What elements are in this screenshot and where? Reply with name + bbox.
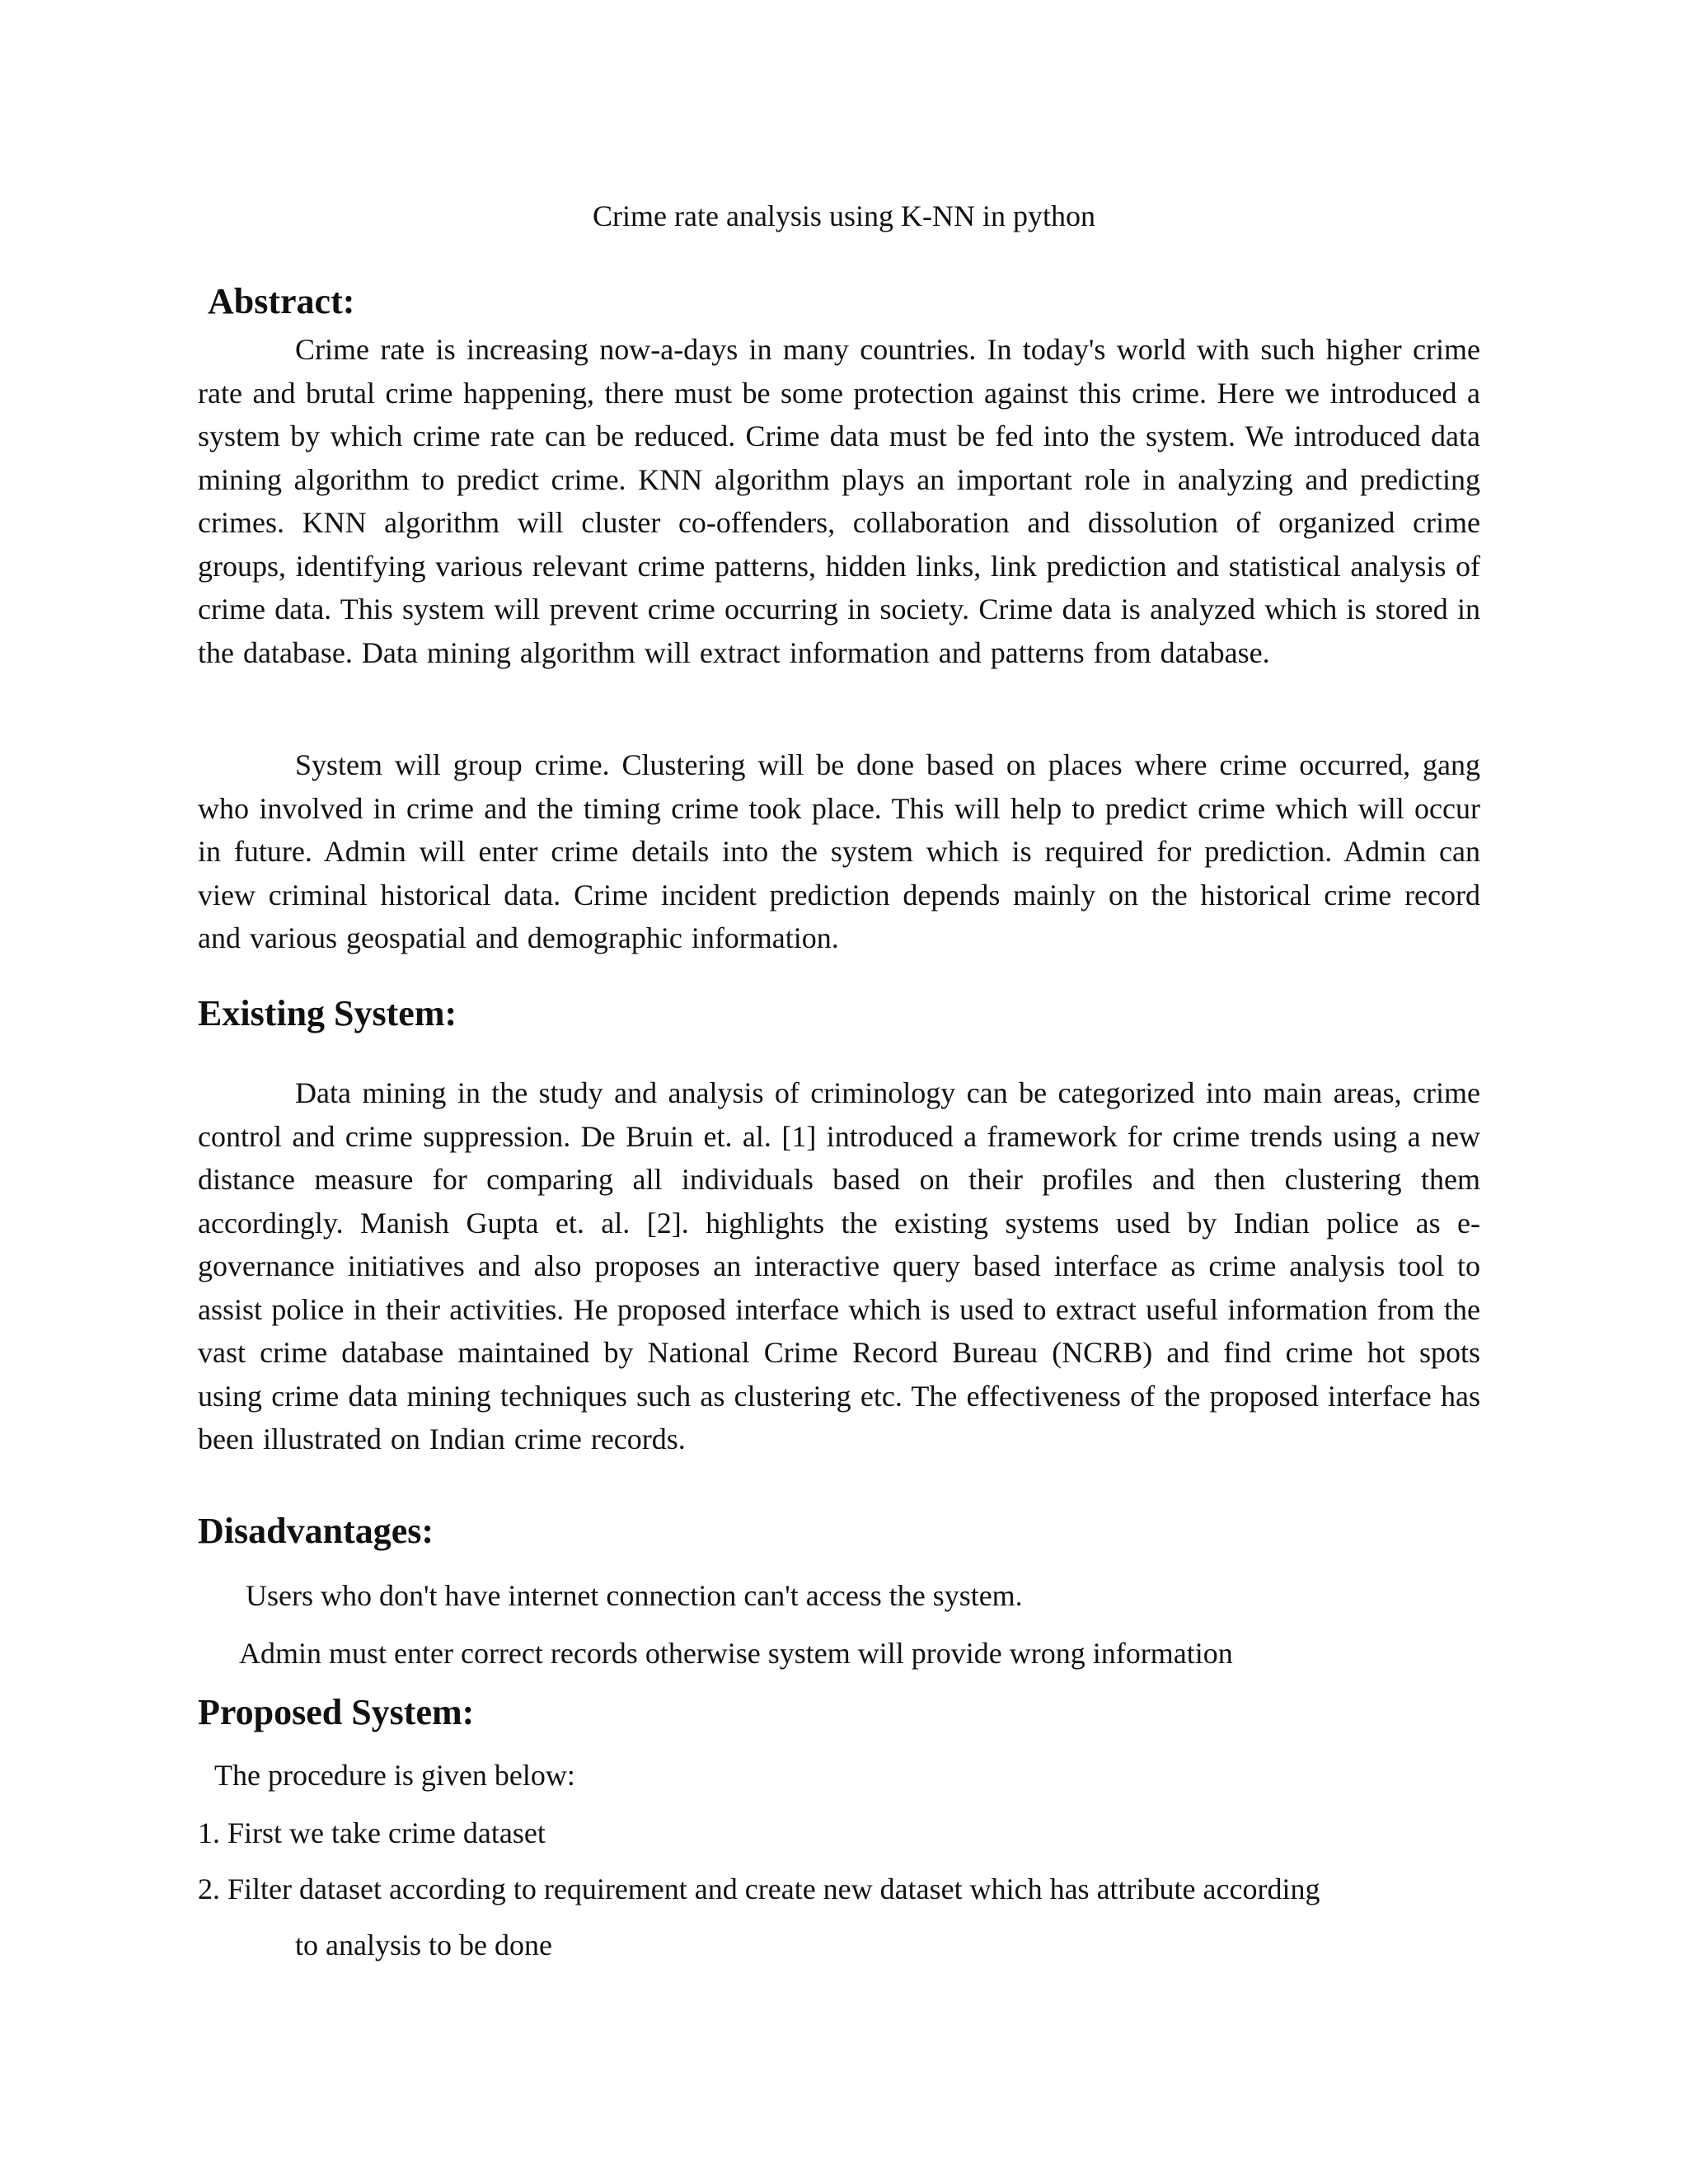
proposed-step-2-continuation: to analysis to be done — [295, 1929, 552, 1961]
existing-system-heading: Existing System: — [198, 993, 457, 1033]
abstract-paragraph-2: System will group crime. Clustering will be done based on places where crime occurred, gang who involved in crime and the timing crime took place. This will help to predict crime which will occur in future. Admin will enter crime details into the system which is required for prediction. Admin can view criminal historical data. Crime incident prediction depends mainly on the historical crime record and various geospatial and demographic information. — [198, 748, 1480, 954]
page-title: Crime rate analysis using K-NN in python — [593, 199, 1095, 232]
abstract-heading: Abstract: — [208, 281, 355, 321]
proposed-step-1: 1. First we take crime dataset — [198, 1816, 546, 1849]
proposed-step-2: 2. Filter dataset according to requirement and create new dataset which has attribute according — [198, 1872, 1320, 1905]
proposed-system-heading: Proposed System: — [198, 1692, 475, 1732]
disadvantage-item-1: Users who don't have internet connection can't access the system. — [246, 1579, 1023, 1612]
existing-system-paragraph: Data mining in the study and analysis of criminology can be categorized into main areas, crime control and crime suppression. De Bruin et. al. [1] introduced a framework for crime trends using a new distance measure for comparing all individuals based on their profiles and then clustering them accordingly. Manish Gupta et. al. [2]. highlights the existing systems used by Indian police as e-governance initiatives and also proposes an interactive query based interface as crime analysis tool to assist police in their activities. He proposed interface which is used to extract useful information from the vast crime database maintained by National Crime Record Bureau (NCRB) and find crime hot spots using crime data mining techniques such as clustering etc. The effectiveness of the proposed interface has been illustrated on Indian crime records. — [198, 1076, 1480, 1455]
abstract-paragraph-1: Crime rate is increasing now-a-days in many countries. In today's world with such higher crime rate and brutal crime happening, there must be some protection against this crime. Here we introduced a system by which crime rate can be reduced. Crime data must be fed into the system. We introduced data mining algorithm to predict crime. KNN algorithm plays an important role in analyzing and predicting crimes. KNN algorithm will cluster co-offenders, collaboration and dissolution of organized crime groups, identifying various relevant crime patterns, hidden links, link prediction and statistical analysis of crime data. This system will prevent crime occurring in society. Crime data is analyzed which is stored in the database. Data mining algorithm will extract information and patterns from database. — [198, 333, 1480, 669]
disadvantages-heading: Disadvantages: — [198, 1511, 434, 1551]
disadvantage-item-2: Admin must enter correct records otherwise system will provide wrong information — [239, 1637, 1233, 1670]
proposed-system-intro: The procedure is given below: — [214, 1759, 575, 1792]
